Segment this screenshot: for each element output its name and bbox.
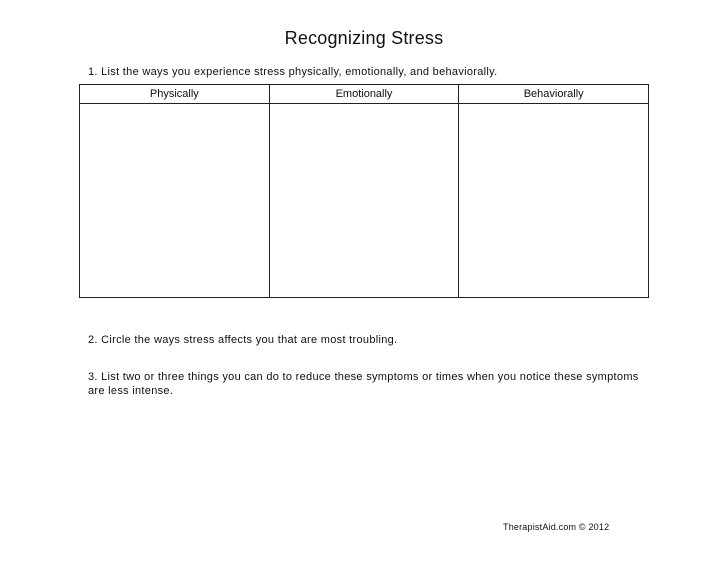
column-header-emotionally: Emotionally (270, 85, 459, 104)
column-cell-physically[interactable] (80, 104, 269, 297)
column-cell-behaviorally[interactable] (459, 104, 648, 297)
footer-credit: TherapistAid.com © 2012 (503, 522, 610, 532)
column-cell-emotionally[interactable] (270, 104, 459, 297)
column-emotionally (270, 85, 460, 297)
instruction-2: 2. Circle the ways stress affects you that are most troubling. (88, 334, 398, 346)
column-header-behaviorally: Behaviorally (459, 85, 648, 104)
column-header-physically: Physically (80, 85, 269, 104)
column-behaviorally (459, 85, 648, 297)
instruction-1: 1. List the ways you experience stress physically, emotionally, and behaviorally. (88, 66, 498, 78)
column-physically (80, 85, 270, 297)
page-title: Recognizing Stress (284, 28, 444, 48)
instruction-3: 3. List two or three things you can do to reduce these symptoms or times when you notice these symptoms are less intense. (88, 371, 639, 397)
worksheet-table (79, 84, 649, 298)
